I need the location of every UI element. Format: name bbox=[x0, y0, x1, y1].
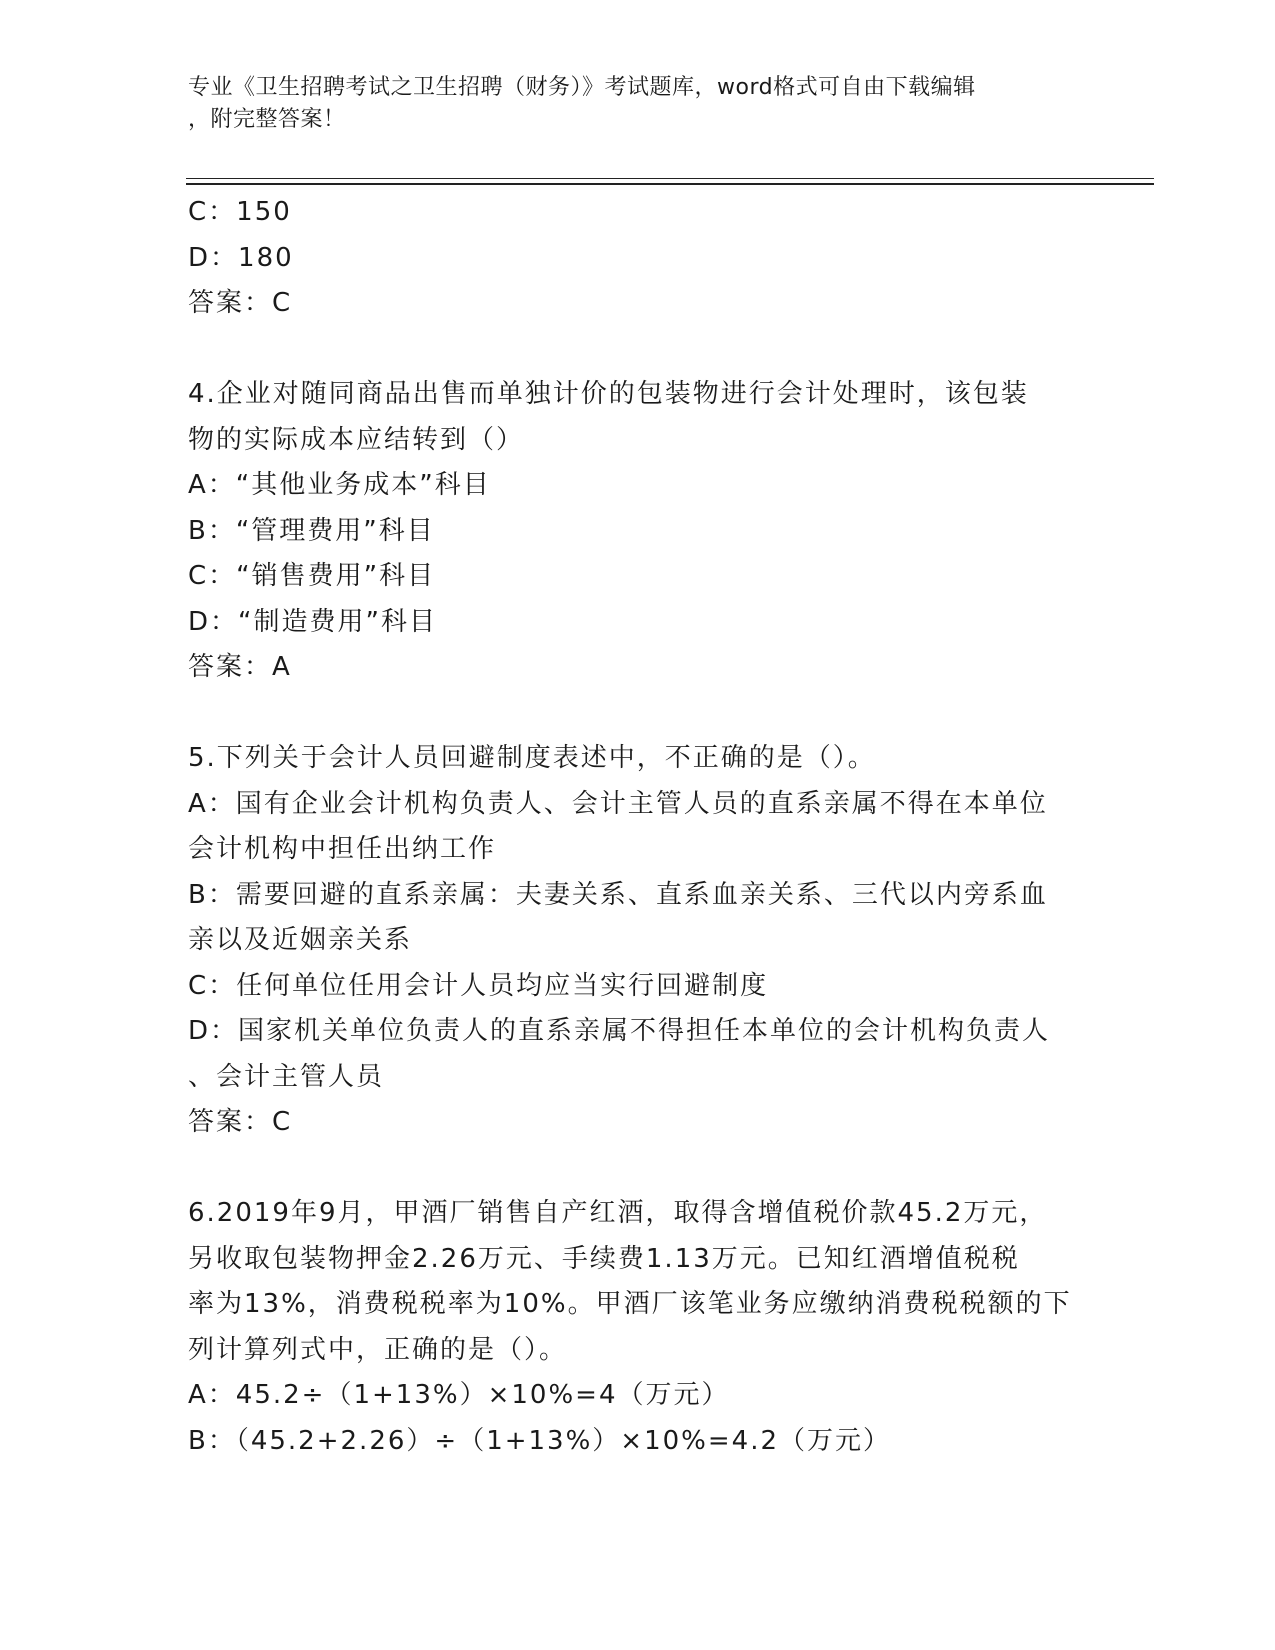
q4-stem-line-1: 4.企业对随同商品出售而单独计价的包装物进行会计处理时，该包装 bbox=[188, 379, 1029, 409]
question-4 bbox=[188, 372, 1088, 691]
spacer bbox=[188, 327, 1088, 373]
header-rule-thin bbox=[186, 178, 1154, 179]
q5-option-b-line-2: 亲以及近姻亲关系 bbox=[188, 925, 413, 955]
question-content bbox=[188, 190, 1088, 1464]
q6-stem-line-3: 率为13%，消费税税率为10%。甲酒厂该笔业务应缴纳消费税税额的下 bbox=[188, 1289, 1072, 1319]
header-line-2: ，附完整答案！ bbox=[188, 107, 346, 132]
spacer bbox=[188, 691, 1088, 737]
q5-option-d-line-2: 、会计主管人员 bbox=[188, 1061, 385, 1092]
question-3 bbox=[188, 190, 1088, 327]
q4-option-c: C：“销售费用”科目 bbox=[188, 561, 436, 591]
header-line-1: 专业《卫生招聘考试之卫生招聘（财务）》考试题库，word格式可自由下载编辑 bbox=[188, 75, 976, 100]
q4-stem-line-2: 物的实际成本应结转到（） bbox=[188, 424, 525, 455]
q4-option-d: D：“制造费用”科目 bbox=[188, 606, 437, 637]
q6-stem-line-4: 列计算列式中，正确的是（）。 bbox=[188, 1334, 568, 1365]
q3-option-d: D：180 bbox=[188, 242, 294, 273]
q5-option-c: C：任何单位任用会计人员均应当实行回避制度 bbox=[188, 970, 769, 1001]
q6-option-a: A：45.2÷（1+13%）×10%=4（万元） bbox=[188, 1380, 730, 1410]
question-6 bbox=[188, 1191, 1088, 1464]
spacer bbox=[188, 1146, 1088, 1192]
q4-option-a: A：“其他业务成本”科目 bbox=[188, 470, 491, 500]
q5-option-a-line-1: A：国有企业会计机构负责人、会计主管人员的直系亲属不得在本单位 bbox=[188, 788, 1048, 819]
q4-option-b: B：“管理费用”科目 bbox=[188, 515, 435, 546]
q4-answer: 答案：A bbox=[188, 652, 292, 682]
question-5 bbox=[188, 736, 1088, 1146]
header-rule-thick bbox=[186, 183, 1154, 185]
page-header bbox=[188, 72, 1068, 136]
q5-answer: 答案：C bbox=[188, 1107, 293, 1137]
q3-option-c: C：150 bbox=[188, 197, 292, 227]
q6-option-b: B：（45.2+2.26）÷（1+13%）×10%=4.2（万元） bbox=[188, 1425, 892, 1456]
q5-option-d-line-1: D：国家机关单位负责人的直系亲属不得担任本单位的会计机构负责人 bbox=[188, 1016, 1051, 1046]
q3-answer: 答案：C bbox=[188, 288, 293, 318]
q6-stem-line-2: 另收取包装物押金2.26万元、手续费1.13万元。已知红酒增值税税 bbox=[188, 1243, 1020, 1274]
q5-option-a-line-2: 会计机构中担任出纳工作 bbox=[188, 834, 497, 864]
q5-option-b-line-1: B：需要回避的直系亲属：夫妻关系、直系血亲关系、三代以内旁系血 bbox=[188, 879, 1048, 910]
q5-stem-line-1: 5.下列关于会计人员回避制度表述中，不正确的是（）。 bbox=[188, 743, 876, 773]
q6-stem-line-1: 6.2019年9月，甲酒厂销售自产红酒，取得含增值税价款45.2万元， bbox=[188, 1198, 1048, 1228]
